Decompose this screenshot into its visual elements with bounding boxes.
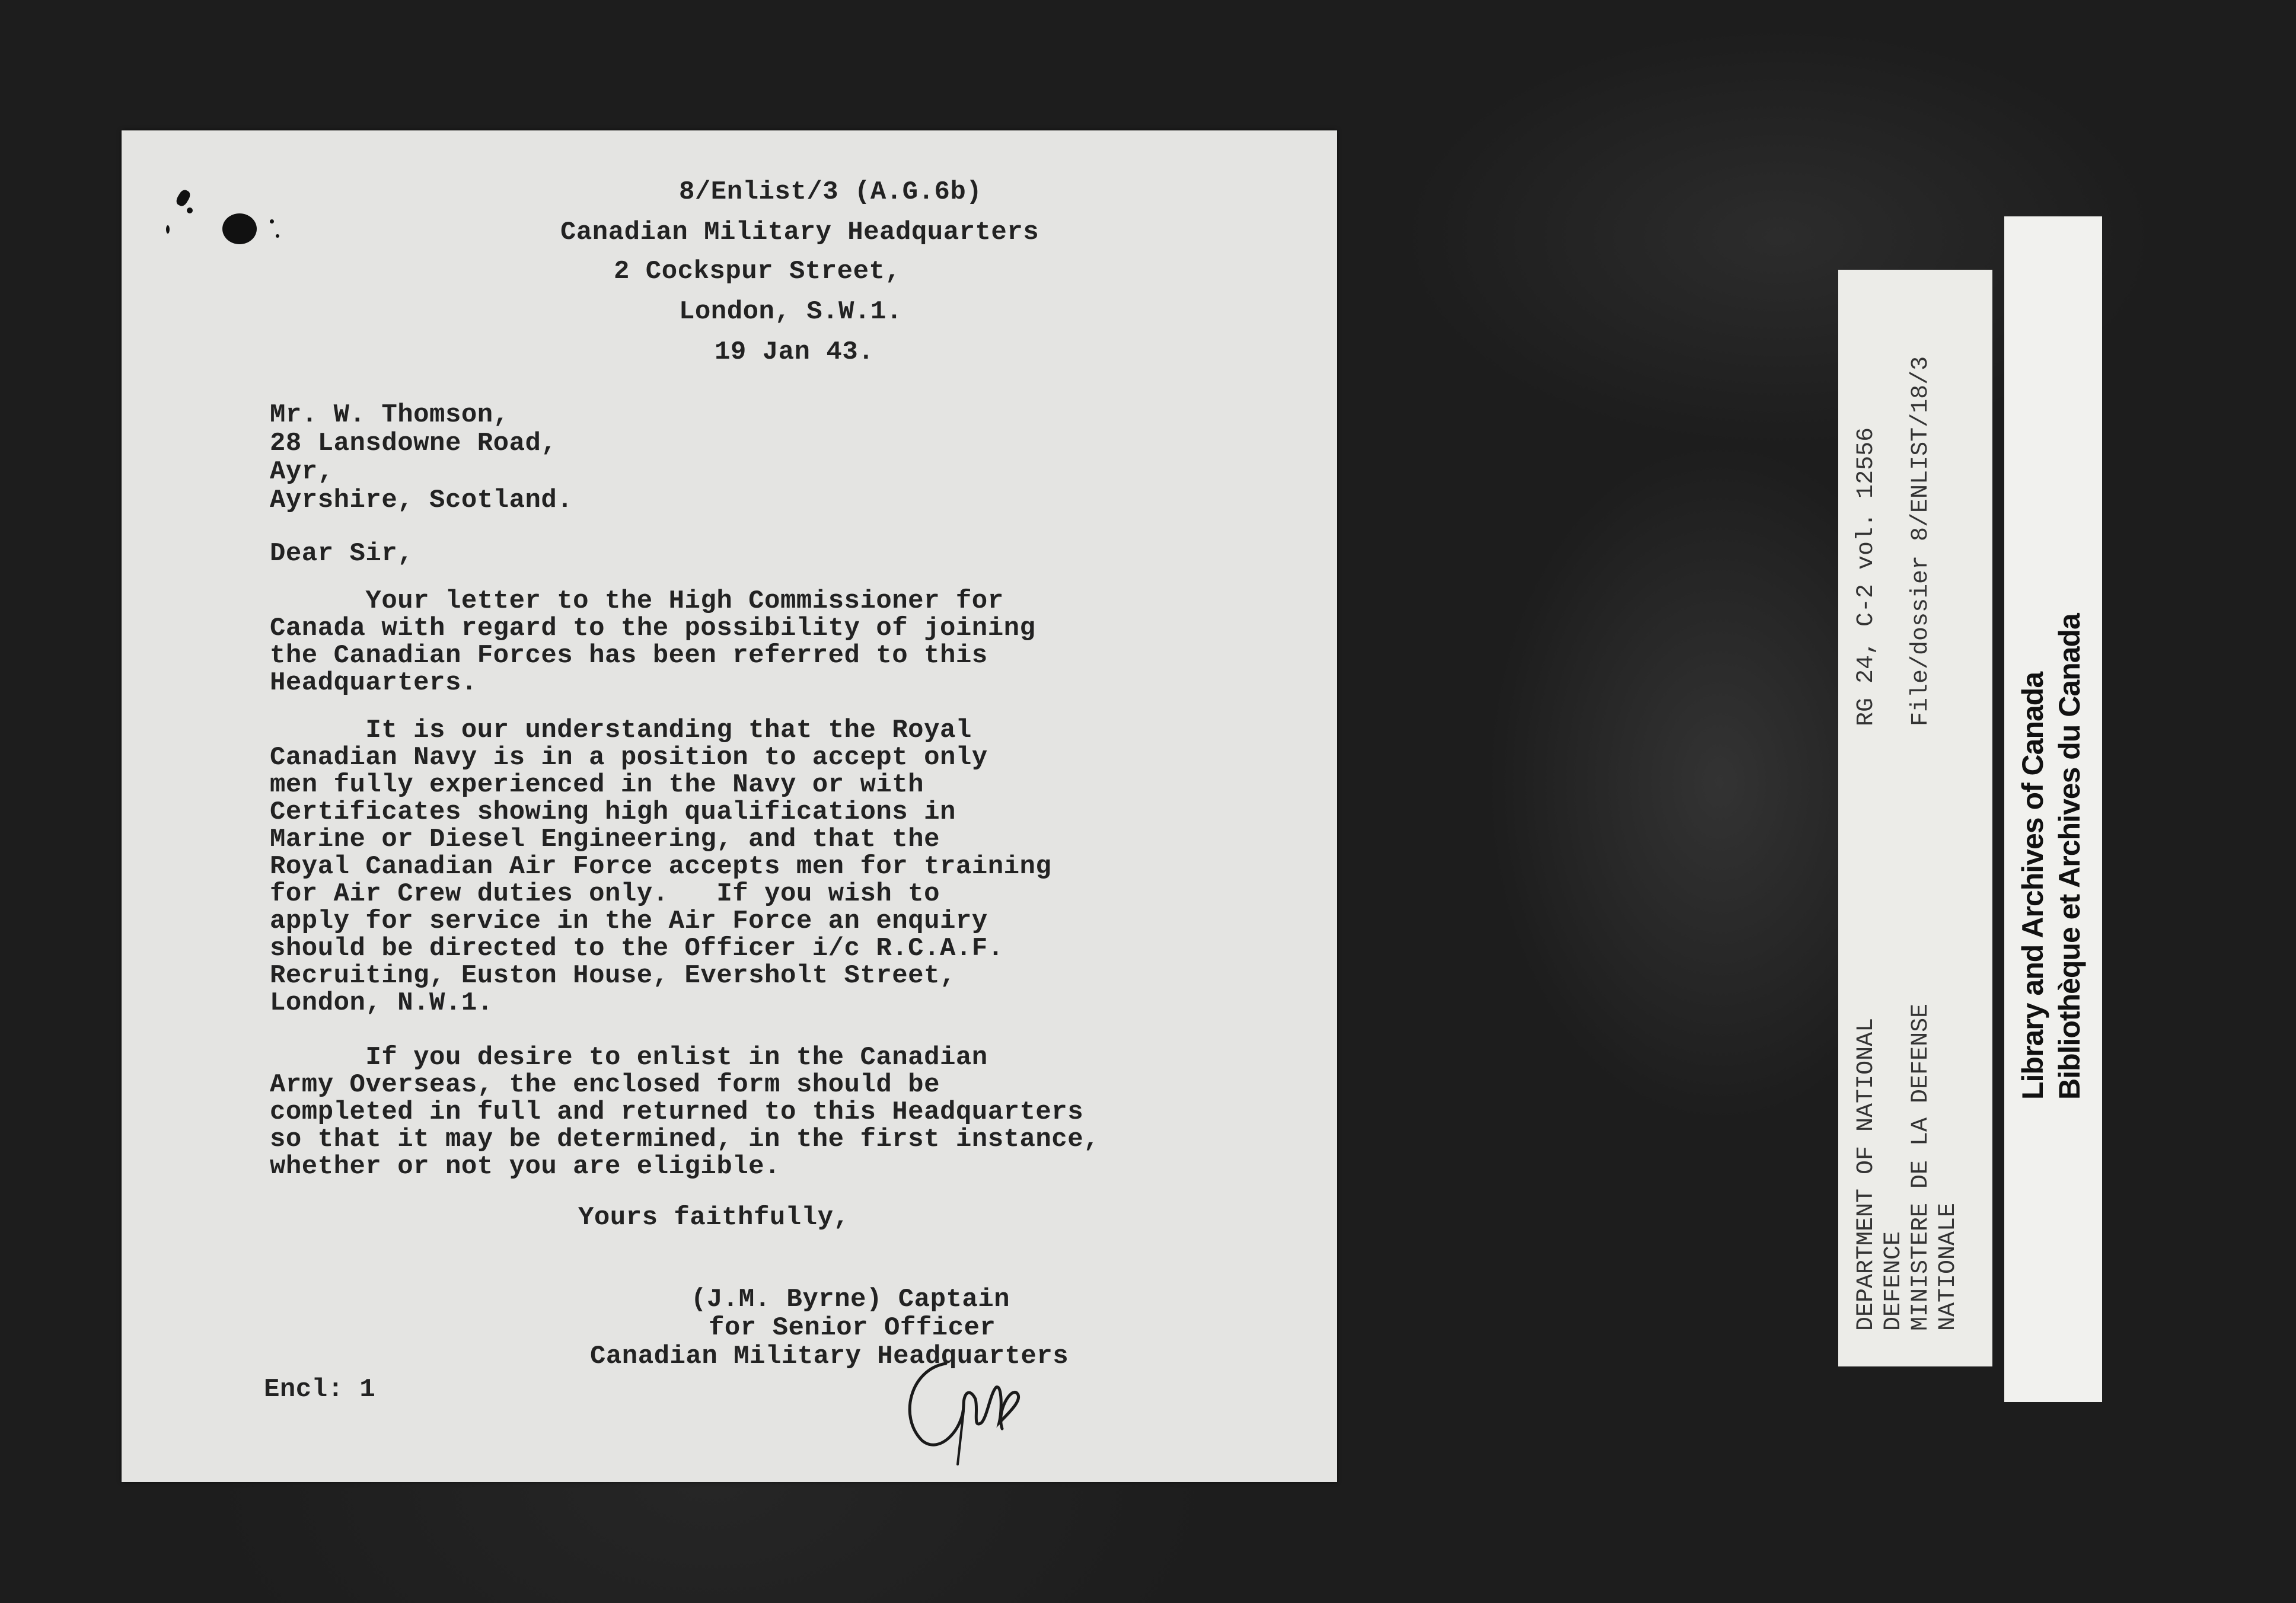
salutation: Dear Sir, [270,539,414,569]
body-line: Your letter to the High Commissioner for [270,586,1004,616]
recipient-address-line: Ayr, [270,457,334,487]
body-line: apply for service in the Air Force an enquiry [270,906,988,936]
letter-date: 19 Jan 43. [715,337,875,367]
body-line: the Canadian Forces has been referred to this [270,641,988,670]
record-group-line: RG 24, C-2 vol. 12556 [1853,427,1880,726]
body-line: Marine or Diesel Engineering, and that the [270,825,940,854]
library-archives-strip [2004,216,2102,1402]
body-line: completed in full and returned to this Headquarters [270,1097,1084,1127]
department-line: NATIONALE [1935,1202,1962,1331]
lac-english-name: Library and Archives of Canada [2016,672,2049,1100]
body-line: London, N.W.1. [270,988,493,1018]
archive-reference-label [1838,270,1992,1366]
file-dossier-line: File/dossier 8/ENLIST/18/3 [1908,356,1934,726]
recipient-address-line: 28 Lansdowne Road, [270,429,557,458]
body-line: so that it may be determined, in the first instance, [270,1125,1100,1154]
department-line: DEPARTMENT OF NATIONAL [1853,1017,1880,1331]
body-line: Headquarters. [270,668,477,698]
body-line: Canada with regard to the possibility of joining [270,614,1036,643]
ink-speck [187,207,193,213]
file-reference: 8/Enlist/3 (A.G.6b) [679,177,983,207]
ink-speck [270,219,274,223]
body-line: for Air Crew duties only. If you wish to [270,879,940,909]
letter-page [122,130,1337,1482]
body-line: If you desire to enlist in the Canadian [270,1043,988,1072]
recipient-name: Mr. W. Thomson, [270,400,509,430]
ink-blot [222,213,257,244]
body-line: Royal Canadian Air Force accepts men for training [270,852,1052,882]
ink-speck [276,234,279,238]
sender-city: London, S.W.1. [679,297,903,327]
sender-organization: Canadian Military Headquarters [560,218,1039,247]
signatory-title: for Senior Officer [709,1313,996,1343]
department-line: MINISTERE DE LA DEFENSE [1908,1003,1934,1331]
body-line: Canadian Navy is in a position to accept only [270,743,988,772]
sender-street: 2 Cockspur Street, [614,257,901,286]
body-line: men fully experienced in the Navy or with [270,770,924,800]
body-line: whether or not you are eligible. [270,1152,780,1182]
enclosure-note: Encl: 1 [264,1375,376,1404]
recipient-address-line: Ayrshire, Scotland. [270,486,573,515]
signatory-organization: Canadian Military Headquarters [590,1342,1069,1371]
body-line: should be directed to the Officer i/c R.C.A.F. [270,934,1004,963]
ink-speck [174,188,192,207]
lac-french-name: Bibliothèque et Archives du Canada [2053,614,2086,1100]
body-line: Army Overseas, the enclosed form should be [270,1070,940,1100]
body-line: It is our understanding that the Royal [270,716,972,745]
signatory-name: (J.M. Byrne) Captain [691,1285,1010,1314]
department-line: DEFENCE [1880,1231,1907,1331]
body-line: Certificates showing high qualifications in [270,797,956,827]
body-line: Recruiting, Euston House, Eversholt Street, [270,961,956,991]
closing: Yours faithfully, [578,1203,850,1232]
ink-speck [166,225,170,234]
